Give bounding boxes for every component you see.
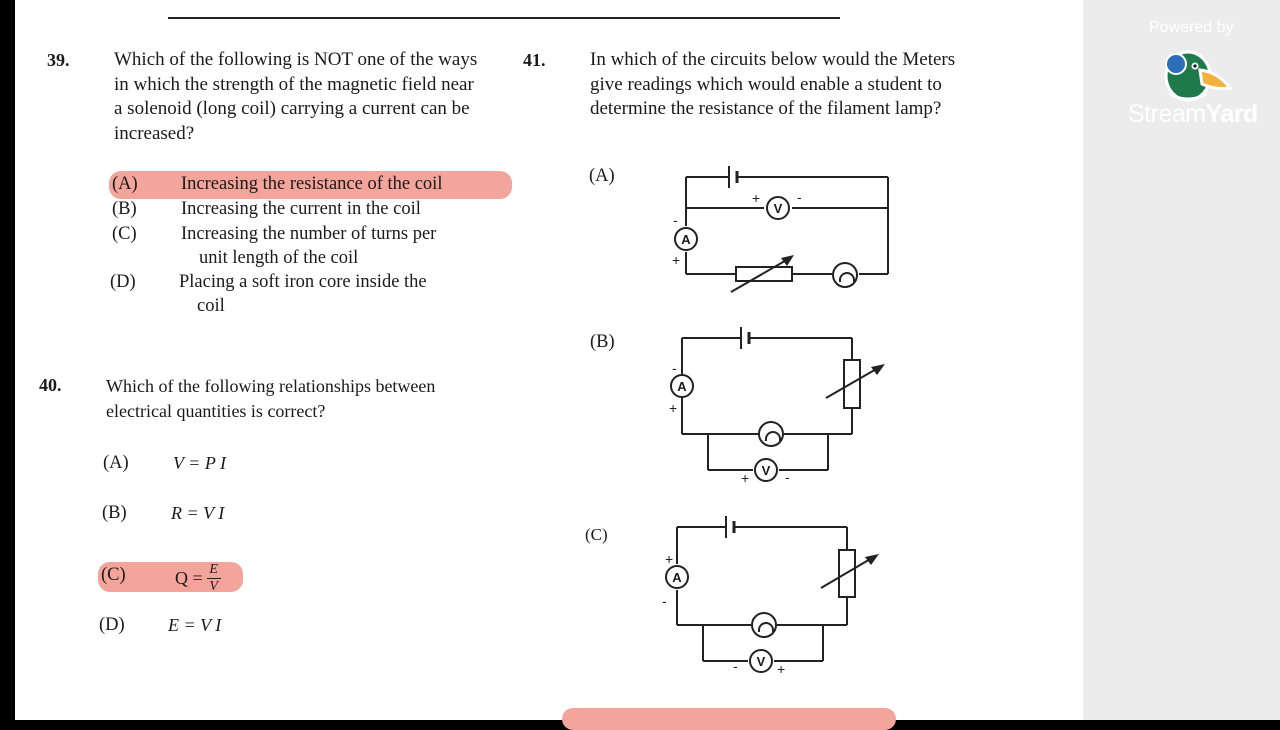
- circuit-b-ammeter-minus: -: [672, 360, 677, 376]
- circuit-a-filament-lamp: [832, 262, 858, 288]
- circuit-a-voltmeter-plus: +: [752, 190, 761, 206]
- q39-opt-d-text[interactable]: Placing a soft iron core inside the: [179, 272, 427, 292]
- circuit-b-voltmeter-plus: +: [741, 470, 750, 486]
- circuit-b-ammeter-plus: +: [669, 400, 678, 416]
- q39-number: 39.: [47, 50, 70, 70]
- q40-opt-a-letter[interactable]: (A): [103, 453, 129, 473]
- streamyard-wordmark: [1128, 100, 1258, 129]
- q41-opt-a-letter[interactable]: (A): [589, 166, 615, 186]
- q40-opt-b-letter[interactable]: (B): [102, 503, 127, 523]
- q40-opt-d-expr[interactable]: E = V I: [168, 615, 222, 635]
- q40-opt-b-expr[interactable]: R = V I: [171, 503, 225, 523]
- circuit-c-ammeter: A: [665, 565, 689, 589]
- circuit-a-ammeter-minus: -: [673, 212, 678, 228]
- wordmark-stream: Stream: [1128, 100, 1206, 128]
- wordmark-yard: Yard: [1205, 100, 1258, 128]
- circuit-c-filament-lamp: [751, 612, 777, 638]
- circuit-a-voltmeter: V: [766, 196, 790, 220]
- circuit-b-filament-lamp: [758, 421, 784, 447]
- q40-opt-c-lhs: Q =: [175, 567, 203, 588]
- circuit-c-ammeter-minus: -: [662, 593, 667, 609]
- circuit-a-ammeter: A: [674, 227, 698, 251]
- q39-opt-a-text[interactable]: Increasing the resistance of the coil: [181, 174, 443, 194]
- circuit-b-voltmeter-minus: -: [785, 469, 790, 485]
- q41-opt-c-letter[interactable]: (C): [585, 525, 608, 544]
- circuit-c-voltmeter-minus: -: [733, 658, 738, 674]
- q39-text: Which of the following is NOT one of the ways in which the strength of the magnetic field near a solenoid (long coil) carrying a current can be increased?: [114, 49, 478, 144]
- q40-text: Which of the following relationships between electrical quantities is correct?: [106, 376, 436, 421]
- q39-opt-d-text-line2[interactable]: coil: [197, 296, 225, 316]
- q40-opt-c-letter[interactable]: (C): [101, 565, 126, 585]
- fraction-denominator: V: [209, 578, 218, 594]
- q39-opt-b-text[interactable]: Increasing the current in the coil: [181, 199, 421, 219]
- q40-opt-a-expr[interactable]: V = P I: [173, 453, 226, 473]
- next-answer-highlight: [562, 708, 896, 730]
- q39-opt-d-letter[interactable]: (D): [110, 272, 136, 292]
- powered-by-label: Powered by: [1149, 19, 1234, 36]
- circuit-c-voltmeter: V: [749, 649, 773, 673]
- fraction-numerator: E: [209, 561, 218, 577]
- q40-opt-d-letter[interactable]: (D): [99, 615, 125, 635]
- q41-number: 41.: [523, 50, 546, 70]
- streamyard-logo-icon: [1160, 42, 1234, 104]
- circuit-a-voltmeter-minus: -: [797, 189, 802, 205]
- q41-text: In which of the circuits below would the Meters give readings which would enable a student to determine the resistance of the filament lamp?: [590, 49, 956, 119]
- q41-opt-b-letter[interactable]: (B): [590, 332, 615, 352]
- circuit-c-voltmeter-plus: +: [777, 661, 786, 677]
- circuit-c-ammeter-plus: +: [665, 551, 674, 567]
- q39-opt-c-letter[interactable]: (C): [112, 224, 137, 244]
- q39-opt-c-text[interactable]: Increasing the number of turns per: [181, 224, 437, 244]
- q40-number: 40.: [39, 375, 62, 395]
- circuit-b-voltmeter: V: [754, 458, 778, 482]
- circuit-b-ammeter: A: [670, 374, 694, 398]
- q39-opt-b-letter[interactable]: (B): [112, 199, 137, 219]
- q39-opt-c-text-line2[interactable]: unit length of the coil: [199, 248, 359, 268]
- circuit-a-ammeter-plus: +: [672, 252, 681, 268]
- q39-opt-a-letter[interactable]: (A): [112, 174, 138, 194]
